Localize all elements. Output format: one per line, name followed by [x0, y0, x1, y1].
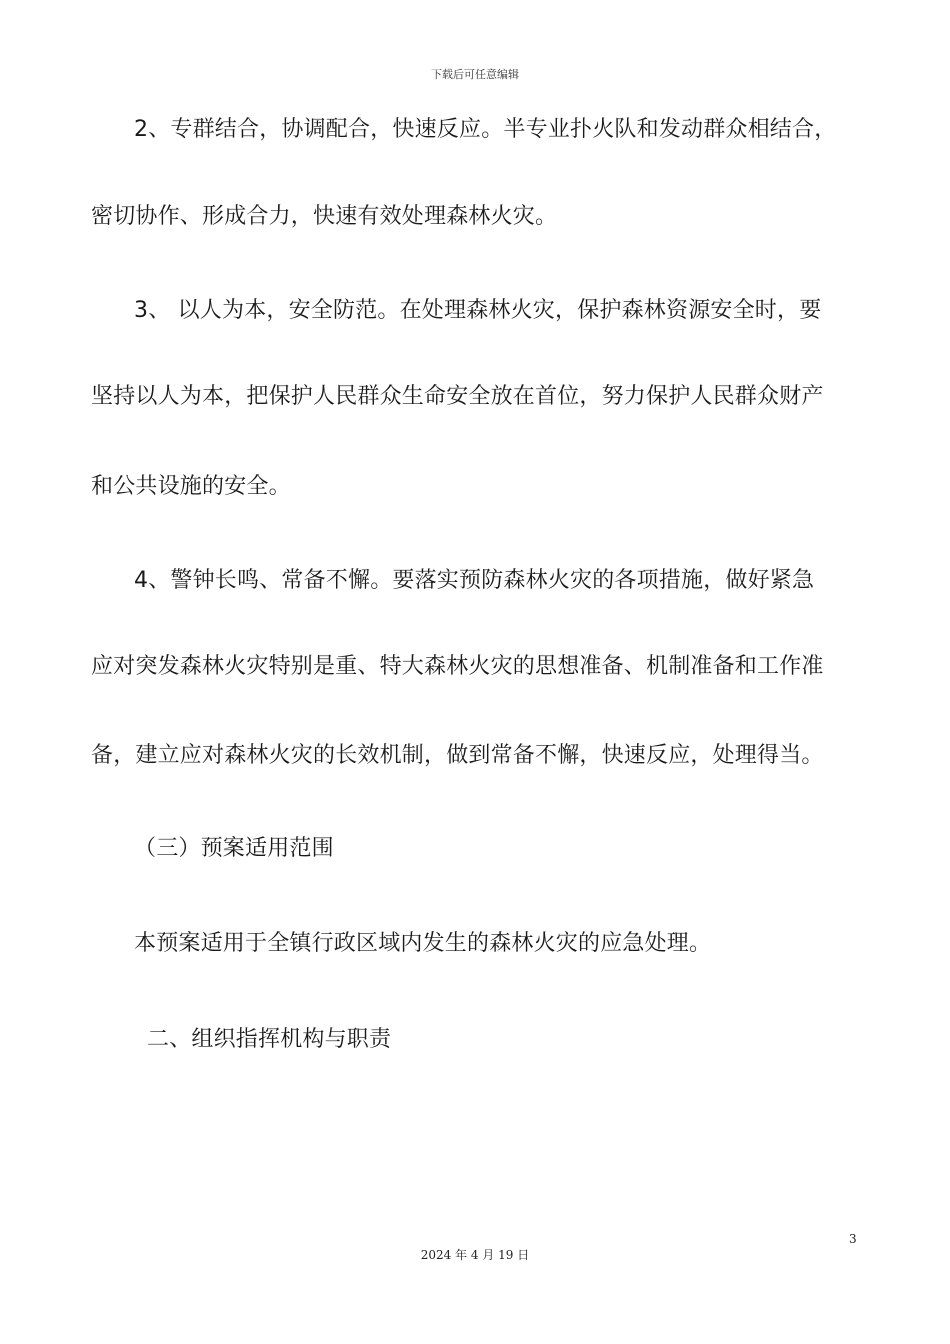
paragraph-line: 密切协作、形成合力，快速有效处理森林火灾。	[91, 204, 558, 229]
paragraph-line: 2、专群结合，协调配合，快速反应。半专业扑火队和发动群众相结合，	[134, 117, 837, 142]
footer-date: 2024 年 4 月 19 日	[420, 1248, 530, 1262]
paragraph-line: 备，建立应对森林火灾的长效机制，做到常备不懈，快速反应，处理得当。	[91, 743, 824, 768]
paragraph-line: 坚持以人为本，把保护人民群众生命安全放在首位，努力保护人民群众财产	[91, 384, 824, 409]
page-header: 下载后可任意编辑	[431, 68, 519, 81]
section-heading: （三）预案适用范围	[134, 836, 334, 861]
paragraph-line: 4、警钟长鸣、常备不懈。要落实预防森林火灾的各项措施，做好紧急	[134, 568, 815, 593]
page-number: 3	[849, 1232, 857, 1246]
paragraph-line: 3、 以人为本，安全防范。在处理森林火灾，保护森林资源安全时，要	[134, 298, 822, 323]
paragraph-line: 本预案适用于全镇行政区域内发生的森林火灾的应急处理。	[134, 931, 712, 956]
chapter-heading: 二、组织指挥机构与职责	[147, 1027, 392, 1052]
paragraph-line: 和公共设施的安全。	[91, 474, 291, 499]
paragraph-line: 应对突发森林火灾特别是重、特大森林火灾的思想准备、机制准备和工作准	[91, 654, 824, 679]
